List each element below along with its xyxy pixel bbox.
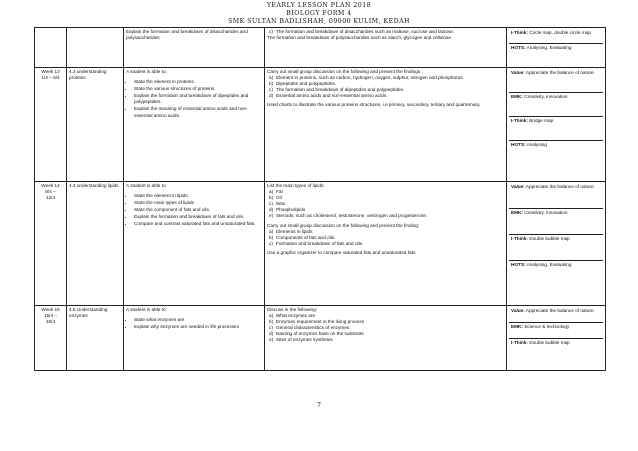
outcome-item: • State what enzymes are (134, 317, 262, 323)
activities-note: Use a graphic organizer to compare saturated fats and unsaturated fats. (267, 249, 417, 255)
note-entry (509, 307, 603, 323)
activity-text: Elements in lipids (276, 228, 313, 234)
note-entry (509, 323, 603, 339)
week-line: 15/4 – (43, 313, 58, 319)
activity-text: Enzymes requirement in the living process (276, 319, 365, 325)
learning-outcomes-cell (124, 28, 265, 68)
notes-cell (507, 182, 606, 306)
activities-list (267, 29, 504, 35)
activities-cell (265, 28, 507, 68)
activities-note: Used charts to illustrate the various proteins structures, i.e primary, secondary, tertiary and quarternary. (267, 102, 481, 108)
outcome-item: • State the various structures of proteins. (134, 86, 262, 92)
outcome-text: Explain the formation and breakdown of disaccharides and polysaccharides (126, 29, 248, 41)
note-entry (509, 69, 603, 93)
notes-cell (507, 28, 606, 68)
header-school: SMK SULTAN BADLISHAH, 09000 KULIM, KEDAH (228, 18, 410, 26)
page-header (0, 2, 638, 27)
outcome-item: • Explain the formation and breakdown of fats and oils. (134, 214, 262, 220)
activity-letter: d) (269, 207, 274, 213)
note-entry (509, 235, 603, 261)
note-text: Double bubble map (527, 236, 570, 241)
activity-text: Fat (276, 189, 283, 195)
outcome-item: • State the main types of lipids (134, 200, 262, 206)
note-entry (509, 183, 603, 209)
activity-text: Essential amino acids and non-essential amino acids. (276, 93, 388, 99)
page-number: 7 (317, 402, 321, 409)
activities-list (267, 313, 504, 343)
note-text: Double bubble map (527, 340, 570, 345)
activity-text: Phospholipids (276, 207, 306, 213)
activity-letter: b) (269, 234, 274, 240)
activity-letter: a) (269, 189, 274, 195)
note-entry (509, 44, 603, 58)
outcome-item: • State the element in proteins. (134, 79, 262, 85)
outcome-item: • Explain the meaning of essential amino acids and non-essential amino acids. (134, 106, 262, 118)
week-cell (35, 68, 67, 182)
activity-text: Components of fats and oils. (276, 234, 336, 240)
activity-letter: d) (269, 331, 274, 337)
note-text: Science & technology (522, 324, 570, 329)
note-text: Creativity, innovation (522, 210, 568, 215)
week-cell (35, 182, 67, 306)
activities-list (267, 75, 504, 99)
activities-cell (265, 306, 507, 371)
activity-text: The formation and breakdown of disaccharides such as maltose, sucrose and lactose. (276, 29, 455, 34)
outcome-item: • State the component of fats and oils. (134, 207, 262, 213)
note-text: Analysing, Evaluating (525, 45, 572, 50)
note-key: HOTS: (511, 142, 526, 147)
activities-intro: Discuss in the following: (267, 307, 318, 312)
activity-letter: c) (269, 325, 273, 331)
note-text: Analysing, Evaluating (525, 262, 572, 267)
activity-letter: c) (269, 201, 273, 207)
note-entry (509, 339, 603, 354)
week-line: 8/4 – (45, 189, 56, 195)
note-text: Circle map, double circle map (527, 30, 591, 35)
table-row (35, 182, 606, 306)
activity-text: Naming of enzymes base on the substrate (276, 331, 364, 337)
notes-cell (507, 68, 606, 182)
activity-letter: c) (269, 87, 273, 93)
activities-list (267, 189, 504, 219)
activity-letter: b) (269, 81, 274, 87)
activity-text: Sites of enzymes synthesis (276, 337, 333, 343)
week-cell (35, 306, 67, 371)
activity-text: The formation and breakdown of dipeptides and polypeptides. (276, 87, 405, 93)
activity-letter: c) (269, 240, 273, 246)
activities-intro: Carry out small group discussion on the following and present the finding: (267, 222, 420, 228)
activity-item (269, 213, 504, 219)
outcomes-intro: A student is able to: (126, 69, 167, 74)
note-entry (509, 117, 603, 141)
activity-letter: e) (269, 337, 274, 343)
note-text: Analysing (525, 142, 547, 147)
topic-cell: 4.4 understanding lipids (67, 182, 124, 306)
activity-letter: d) (269, 93, 274, 99)
table-row (35, 28, 606, 68)
activity-letter: a) (269, 228, 274, 234)
table-row (35, 306, 606, 371)
activity-item (269, 240, 504, 247)
week-line: 12/4 (45, 195, 56, 201)
note-text: Creativity, innovation (522, 94, 568, 99)
activity-letter: b) (269, 319, 274, 325)
activities-intro: List the main types of lipids: (267, 183, 325, 188)
note-key: HOTS: (511, 45, 526, 50)
spacer (126, 75, 262, 78)
week-line: Week 15 (41, 307, 60, 312)
note-entry (509, 29, 603, 44)
activity-letter: c) (269, 29, 273, 34)
outcomes-list (126, 193, 262, 227)
topic-cell: 4.3 understanding proteins (67, 68, 124, 182)
note-key: Value: (511, 70, 525, 75)
lesson-plan-table (34, 27, 606, 371)
note-key: Value: (511, 184, 525, 189)
note-text: Appreciate the balance of nature. (524, 184, 595, 189)
learning-outcomes-cell (124, 68, 265, 182)
week-line: Week 13 (41, 69, 60, 74)
activity-item (269, 93, 504, 99)
activities-cell (265, 68, 507, 182)
activity-text: Dipeptides and polypeptides. (276, 81, 337, 87)
week-line: 19/4 (45, 319, 56, 325)
note-entry (509, 209, 603, 235)
activity-item (269, 29, 504, 35)
outcomes-list (126, 317, 262, 330)
note-entry (509, 261, 603, 286)
note-entry (509, 93, 603, 117)
outcome-item: • Explain the formation and breakdown of dipeptides and polypeptides. (134, 93, 262, 105)
note-key: EMK: (511, 324, 523, 329)
activity-text: Formation and breakdown of fats and oils. (276, 240, 364, 246)
activity-text: Wax (276, 201, 286, 207)
activities-note: The formation and breakdown of polysaccharides such as starch, glycogen and cellulose (267, 35, 451, 41)
learning-outcomes-cell (124, 306, 265, 371)
note-key: I-Think: (511, 118, 528, 123)
activities-intro: Carry out small group discussion on the following and present the findings : (267, 69, 423, 74)
activity-letter: e) (269, 213, 274, 219)
activity-text: Steroids, such as cholesterol, testosterone, oestrogen and progesterone. (276, 213, 428, 219)
note-key: Value: (511, 308, 525, 313)
note-key: I-Think: (511, 30, 528, 35)
note-key: I-Think: (511, 340, 528, 345)
week-cell (35, 28, 67, 68)
spacer (126, 313, 262, 316)
note-text: Appreciate the balance of nature. (524, 308, 595, 313)
activity-letter: a) (269, 75, 274, 81)
activity-item (269, 337, 504, 343)
notes-cell (507, 306, 606, 371)
outcome-item: • State the element in lipids. (134, 193, 262, 199)
topic-cell: 4.5 Understanding enzymes (67, 306, 124, 371)
note-entry (509, 141, 603, 164)
outcomes-list (126, 79, 262, 119)
activities-list (267, 229, 504, 247)
note-key: EMK: (511, 94, 523, 99)
note-key: I-Think: (511, 236, 528, 241)
spacer (126, 189, 262, 192)
week-line: Week 14 (41, 183, 60, 188)
outcomes-intro: A student is able to: (126, 183, 167, 188)
header-title: YEARLY LESSON PLAN 2018 (266, 2, 372, 9)
note-key: EMK: (511, 210, 523, 215)
note-text: Appreciate the balance of nature. (524, 70, 595, 75)
activity-text: What enzymes are (276, 313, 316, 319)
header-subject: BIOLOGY FORM 4 (286, 10, 352, 18)
outcome-item: • Compare and contrast saturated fats and unsaturated fats. (134, 221, 262, 227)
table-row (35, 68, 606, 182)
activity-letter: a) (269, 313, 274, 319)
outcomes-intro: A student is able to: (126, 307, 167, 312)
activities-cell (265, 182, 507, 306)
outcome-item: • Explain why enzymes are needed in life processes (134, 324, 262, 330)
note-key: HOTS: (511, 262, 526, 267)
activity-text: General characteristics of enzymes (276, 325, 350, 331)
activity-text: Oil (276, 195, 282, 201)
learning-outcomes-cell (124, 182, 265, 306)
note-text: Bridge map (527, 118, 554, 123)
week-line: 1/4 – 5/4 (41, 75, 60, 81)
topic-cell (67, 28, 124, 68)
activity-text: Element in proteins, such as carbon, hydrogen, oxygen, sulphur, nitrogen and phosphorus. (276, 75, 464, 81)
activity-letter: b) (269, 195, 274, 201)
